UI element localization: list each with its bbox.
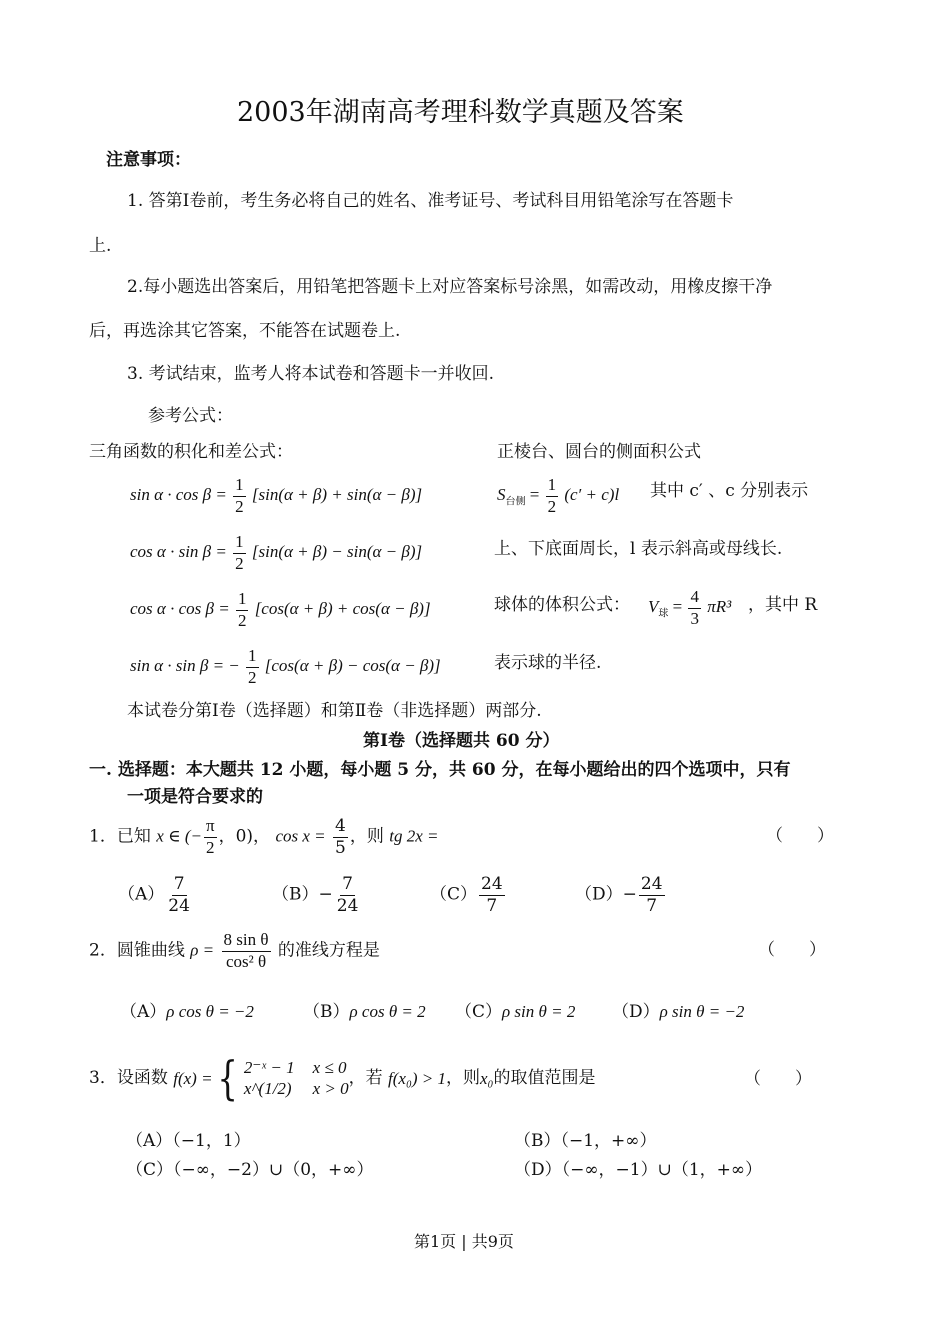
fraction-numerator: 24 [481,874,503,894]
fraction-denominator: 2 [547,496,557,516]
sphere-formula [648,588,731,628]
question-1-domain-end: ，0)， [218,826,271,847]
question-3-tail: 的取值范围是 [493,1067,596,1088]
fraction-denominator: 2 [235,496,244,516]
sphere-note-line-2: 表示球的半径. [494,653,602,673]
volume-one-title: 第Ⅰ卷（选择题共 60 分） [363,731,560,751]
question-2-tail: 的准线方程是 [277,940,380,961]
frustum-rhs: (c′ + c)l [564,485,620,505]
page-title: 2003年湖南高考理科数学真题及答案 [237,97,684,128]
fraction-denominator: cos² θ [225,951,267,971]
option-label: （A） [120,1002,167,1022]
notice-heading: 注意事项： [106,150,191,170]
frustum-formula-heading: 正棱台、圆台的侧面积公式 [497,442,701,462]
fraction-numerator: 1 [546,476,559,497]
option-label: （C） [126,1160,174,1180]
question-3-option-d [514,1162,762,1179]
question-1 [89,817,439,857]
question-2-lhs: ρ = [190,940,215,960]
question-1-option-a [118,875,194,915]
fraction-numerator: 7 [342,874,353,894]
option-label: （C） [430,884,478,905]
sphere-lhs: V [648,597,659,617]
question-2-answer-paren: （ ） [758,940,826,960]
question-1-option-d [575,875,667,915]
fraction-denominator: 2 [248,667,257,687]
frustum-equals: = [529,485,540,505]
notice-item-2-line-2: 后，再选涂其它答案，不能答在试题卷上. [89,321,401,341]
option-sign: − [622,884,637,905]
option-label: （A） [118,884,165,905]
fraction-numerator: 8 sin θ [222,931,271,952]
question-1-option-c [430,875,507,915]
option-label: （D） [514,1160,562,1180]
frustum-note-line-2: 上、下底面周长，l 表示斜高或母线长. [494,539,783,559]
section-one-heading-line-1: 一. 选择题：本大题共 12 小题，每小题 5 分，共 60 分，在每小题给出的四个选项中，只有 [89,760,791,780]
question-3-variable: x₀ [480,1068,494,1088]
fraction-denominator: 2 [237,610,247,630]
fraction-denominator: 24 [336,895,359,916]
formulas-heading: 参考公式： [148,406,233,426]
option-label: （A） [126,1131,173,1151]
question-2-option-c [455,1003,575,1021]
sphere-formula-label: 球体的体积公式： [494,595,630,615]
trig-formula-1-rhs: [sin(α + β) + sin(α − β)] [251,485,423,505]
case-2-expression: x^(1/2) [243,1079,292,1098]
option-text: ρ sin θ = −2 [659,1002,745,1021]
sphere-equals: = [672,597,683,617]
left-brace: { [216,1051,238,1105]
trig-formula-2 [130,533,422,573]
fraction-numerator: 1 [236,590,249,611]
sphere-subscript: 球 [658,608,669,620]
fraction-numerator: 4 [335,816,346,836]
fraction-denominator: 24 [168,895,190,916]
fraction-numerator: 7 [173,874,185,894]
option-label: （D） [575,884,623,905]
option-text: ρ cos θ = 2 [349,1002,426,1021]
question-1-cos-lhs: cos x = [275,826,326,846]
question-1-option-b [272,875,362,915]
sphere-rhs: πR³ [707,597,732,617]
fraction-denominator: 3 [690,608,699,628]
option-label: （B） [514,1131,561,1151]
question-3-condition: f(x₀) > 1 [388,1068,446,1088]
option-label: （B） [272,884,319,905]
trig-formula-2-rhs: [sin(α + β) − sin(α − β)] [251,542,423,562]
question-3-if: ，若 [348,1067,383,1088]
question-1-number: 1．已知 [89,826,151,847]
case-1-expression: 2⁻ˣ − 1 [243,1058,295,1077]
option-label: （D） [612,1002,660,1022]
fraction-numerator: 1 [246,647,259,668]
notice-item-3: 3. 考试结束，监考人将本试卷和答题卡一并收回. [127,364,495,384]
question-1-domain-start: x ∈ (− [156,826,202,846]
trig-formula-2-lhs: cos α · sin β = [130,542,227,562]
fraction-denominator: 7 [486,895,498,916]
question-2-option-b [303,1003,426,1021]
fraction-denominator: 5 [335,837,346,858]
notice-item-1-line-2: 上. [89,236,112,256]
frustum-formula [497,476,619,516]
notice-item-2-line-1: 2.每小题选出答案后，用铅笔把答题卡上对应答案标号涂黑，如需改动，用橡皮擦干净 [127,277,773,297]
notice-item-1-line-1: 1. 答第Ⅰ卷前，考生务必将自己的姓名、准考证号、考试科目用铅笔涂写在答题卡 [127,191,734,211]
trig-formula-3-lhs: cos α · cos β = [130,599,230,619]
option-label: （C） [455,1002,503,1022]
trig-formula-3-rhs: [cos(α + β) + cos(α − β)] [254,599,431,619]
frustum-note-line-1: 其中 c′ 、c 分别表示 [650,481,809,501]
question-3-option-c [126,1162,373,1179]
option-text: ρ sin θ = 2 [502,1002,576,1021]
fraction-numerator: π [204,817,217,838]
trig-formula-1 [130,476,422,516]
option-text: （−1，+∞） [560,1131,657,1151]
question-1-target: tg 2x = [389,826,439,846]
question-2 [89,931,380,971]
fraction-numerator: 1 [233,476,246,497]
page-footer: 第1页 | 共9页 [414,1232,514,1251]
option-text: （−∞，−2）∪（0，+∞） [173,1160,374,1180]
question-2-option-d [612,1003,744,1021]
question-2-number: 2．圆锥曲线 [89,940,185,961]
question-3-function: f(x) = [173,1068,213,1088]
trig-formula-4-lhs: sin α · sin β = − [130,656,240,676]
question-3-option-a [126,1133,251,1150]
question-2-option-a [120,1003,254,1021]
frustum-lhs: S [497,485,506,505]
question-1-answer-paren: （ ） [766,826,834,846]
question-3-then: ，则 [446,1067,480,1088]
option-label: （B） [303,1002,350,1022]
trig-formula-4-rhs: [cos(α + β) − cos(α − β)] [264,656,441,676]
trig-formula-4 [130,647,441,687]
section-one-heading-line-2: 一项是符合要求的 [127,787,263,807]
case-1-condition: x ≤ 0 [312,1058,347,1077]
question-1-then: ，则 [349,826,384,847]
case-2-condition: x > 0 [312,1079,349,1098]
option-sign: − [318,884,333,905]
sphere-note-line-1: ，其中 R [748,595,818,615]
fraction-denominator: 2 [235,553,244,573]
trig-formula-3 [130,590,431,630]
option-text: ρ cos θ = −2 [166,1002,254,1021]
piecewise-cases [244,1059,349,1097]
question-3-option-b [514,1133,656,1150]
paper-structure-note: 本试卷分第Ⅰ卷（选择题）和第Ⅱ卷（非选择题）两部分. [127,701,542,721]
trig-formulas-heading: 三角函数的积化和差公式： [89,442,293,462]
fraction-numerator: 4 [688,588,701,609]
question-3-answer-paren: （ ） [744,1069,812,1089]
option-text: （−∞，−1）∪（1，+∞） [561,1160,763,1180]
fraction-numerator: 1 [233,533,246,554]
fraction-numerator: 24 [640,874,663,894]
frustum-subscript: 台侧 [505,496,526,508]
question-3-number: 3．设函数 [89,1067,168,1088]
option-text: （−1，1） [172,1131,251,1151]
fraction-denominator: 7 [646,895,658,916]
question-3 [89,1051,596,1105]
trig-formula-1-lhs: sin α · cos β = [130,485,227,505]
fraction-denominator: 2 [206,837,215,857]
